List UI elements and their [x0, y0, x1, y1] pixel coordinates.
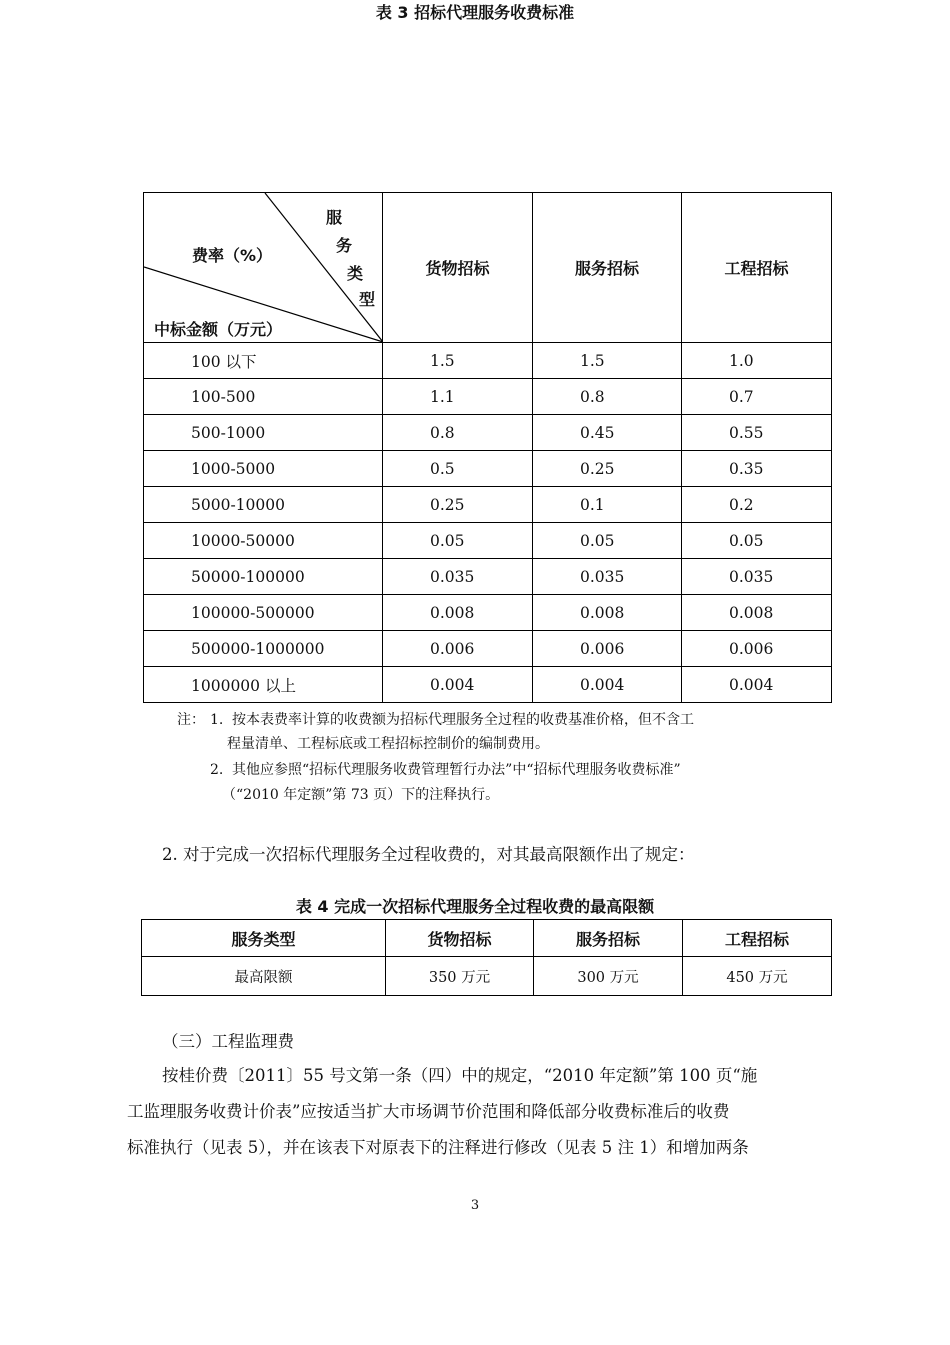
table-row: [144, 559, 832, 595]
rate-cell: 0.25: [383, 487, 533, 523]
column-header: 货物招标: [383, 193, 533, 343]
amount-range-cell: 500000-1000000: [144, 631, 383, 667]
table-header-row: [142, 920, 832, 957]
body-line-1: 按桂价费〔2011〕55 号文第一条（四）中的规定，“2010 年定额”第 100 页“施: [162, 1066, 758, 1085]
rate-cell: 0.006: [533, 631, 682, 667]
amount-range-cell: 100 以下: [144, 343, 383, 379]
table4-caption: 表 4 完成一次招标代理服务全过程收费的最高限额: [295, 897, 655, 916]
rate-cell: 1.0: [682, 343, 832, 379]
max-fee-cell: 350 万元: [386, 957, 534, 996]
column-header: 工程招标: [683, 920, 832, 957]
amount-range-cell: 100000-500000: [144, 595, 383, 631]
rate-cell: 0.006: [682, 631, 832, 667]
table-row: [142, 957, 832, 996]
column-header: 服务招标: [534, 920, 683, 957]
rate-cell: 0.5: [383, 451, 533, 487]
column-header: 货物招标: [386, 920, 534, 957]
rate-cell: 0.05: [533, 523, 682, 559]
page-number: 3: [470, 1198, 480, 1213]
amount-range-cell: 1000000 以上: [144, 667, 383, 703]
notes-prefix: 注：: [177, 712, 205, 728]
table-row: [144, 343, 832, 379]
note-1-line-1: 按本表费率计算的收费额为招标代理服务全过程的收费基准价格，但不含工: [232, 712, 694, 728]
rate-cell: 0.35: [682, 451, 832, 487]
rate-cell: 0.7: [682, 379, 832, 415]
table-row: [144, 487, 832, 523]
note-2-line-2: （“2010 年定额”第 73 页）下的注释执行。: [222, 787, 500, 803]
rate-cell: 0.05: [682, 523, 832, 559]
amount-range-cell: 1000-5000: [144, 451, 383, 487]
rate-cell: 0.035: [682, 559, 832, 595]
body-line-2: 工监理服务收费计价表”应按适当扩大市场调节价范围和降低部分收费标准后的收费: [127, 1102, 730, 1121]
service-type-char: 类: [347, 264, 364, 283]
rate-cell: 1.1: [383, 379, 533, 415]
rate-cell: 0.8: [383, 415, 533, 451]
table-row: [144, 415, 832, 451]
table-header-row: [144, 193, 832, 343]
amount-range-cell: 500-1000: [144, 415, 383, 451]
rate-cell: 0.035: [383, 559, 533, 595]
table-row: [144, 595, 832, 631]
max-fee-cell: 450 万元: [683, 957, 832, 996]
rate-label: 费率（%）: [192, 246, 273, 265]
rate-cell: 0.1: [533, 487, 682, 523]
amount-range-cell: 50000-100000: [144, 559, 383, 595]
table-row: [144, 667, 832, 703]
rate-cell: 1.5: [383, 343, 533, 379]
section-heading: （三）工程监理费: [162, 1032, 294, 1051]
row-label-cell: 最高限额: [142, 957, 386, 996]
service-type-char: 务: [336, 236, 353, 255]
rate-cell: 0.004: [533, 667, 682, 703]
fee-standard-table: [143, 192, 832, 703]
rate-cell: 0.008: [533, 595, 682, 631]
rate-cell: 0.25: [533, 451, 682, 487]
max-fee-table: [141, 919, 832, 996]
max-fee-cell: 300 万元: [534, 957, 683, 996]
table-row: [144, 523, 832, 559]
rate-cell: 1.5: [533, 343, 682, 379]
rate-cell: 0.008: [682, 595, 832, 631]
column-header: 服务类型: [142, 920, 386, 957]
rate-cell: 0.55: [682, 415, 832, 451]
amount-range-cell: 100-500: [144, 379, 383, 415]
amount-range-cell: 5000-10000: [144, 487, 383, 523]
rate-cell: 0.45: [533, 415, 682, 451]
rate-cell: 0.004: [383, 667, 533, 703]
column-header: 服务招标: [533, 193, 682, 343]
service-type-char: 服: [326, 208, 343, 227]
table-row: [144, 379, 832, 415]
rate-cell: 0.035: [533, 559, 682, 595]
rate-cell: 0.8: [533, 379, 682, 415]
column-header: 工程招标: [682, 193, 832, 343]
table-row: [144, 451, 832, 487]
service-type-char: 型: [359, 290, 376, 309]
table3-caption: 表 3 招标代理服务收费标准: [375, 3, 575, 22]
table-row: [144, 631, 832, 667]
rate-cell: 0.05: [383, 523, 533, 559]
body-line-3: 标准执行（见表 5），并在该表下对原表下的注释进行修改（见表 5 注 1）和增加两条: [127, 1138, 749, 1157]
note-2-line-1: 其他应参照“招标代理服务收费管理暂行办法”中“招标代理服务收费标准”: [232, 762, 681, 778]
rate-cell: 0.008: [383, 595, 533, 631]
note-1-number: 1.: [210, 712, 224, 728]
paragraph-2: 2. 对于完成一次招标代理服务全过程收费的，对其最高限额作出了规定：: [162, 845, 695, 864]
rate-cell: 0.2: [682, 487, 832, 523]
rate-cell: 0.004: [682, 667, 832, 703]
note-2-number: 2.: [210, 762, 224, 778]
amount-label: 中标金额（万元）: [154, 320, 283, 339]
rate-cell: 0.006: [383, 631, 533, 667]
diagonal-header-cell: [144, 193, 383, 343]
note-1-line-2: 程量清单、工程标底或工程招标控制价的编制费用。: [227, 736, 549, 752]
amount-range-cell: 10000-50000: [144, 523, 383, 559]
